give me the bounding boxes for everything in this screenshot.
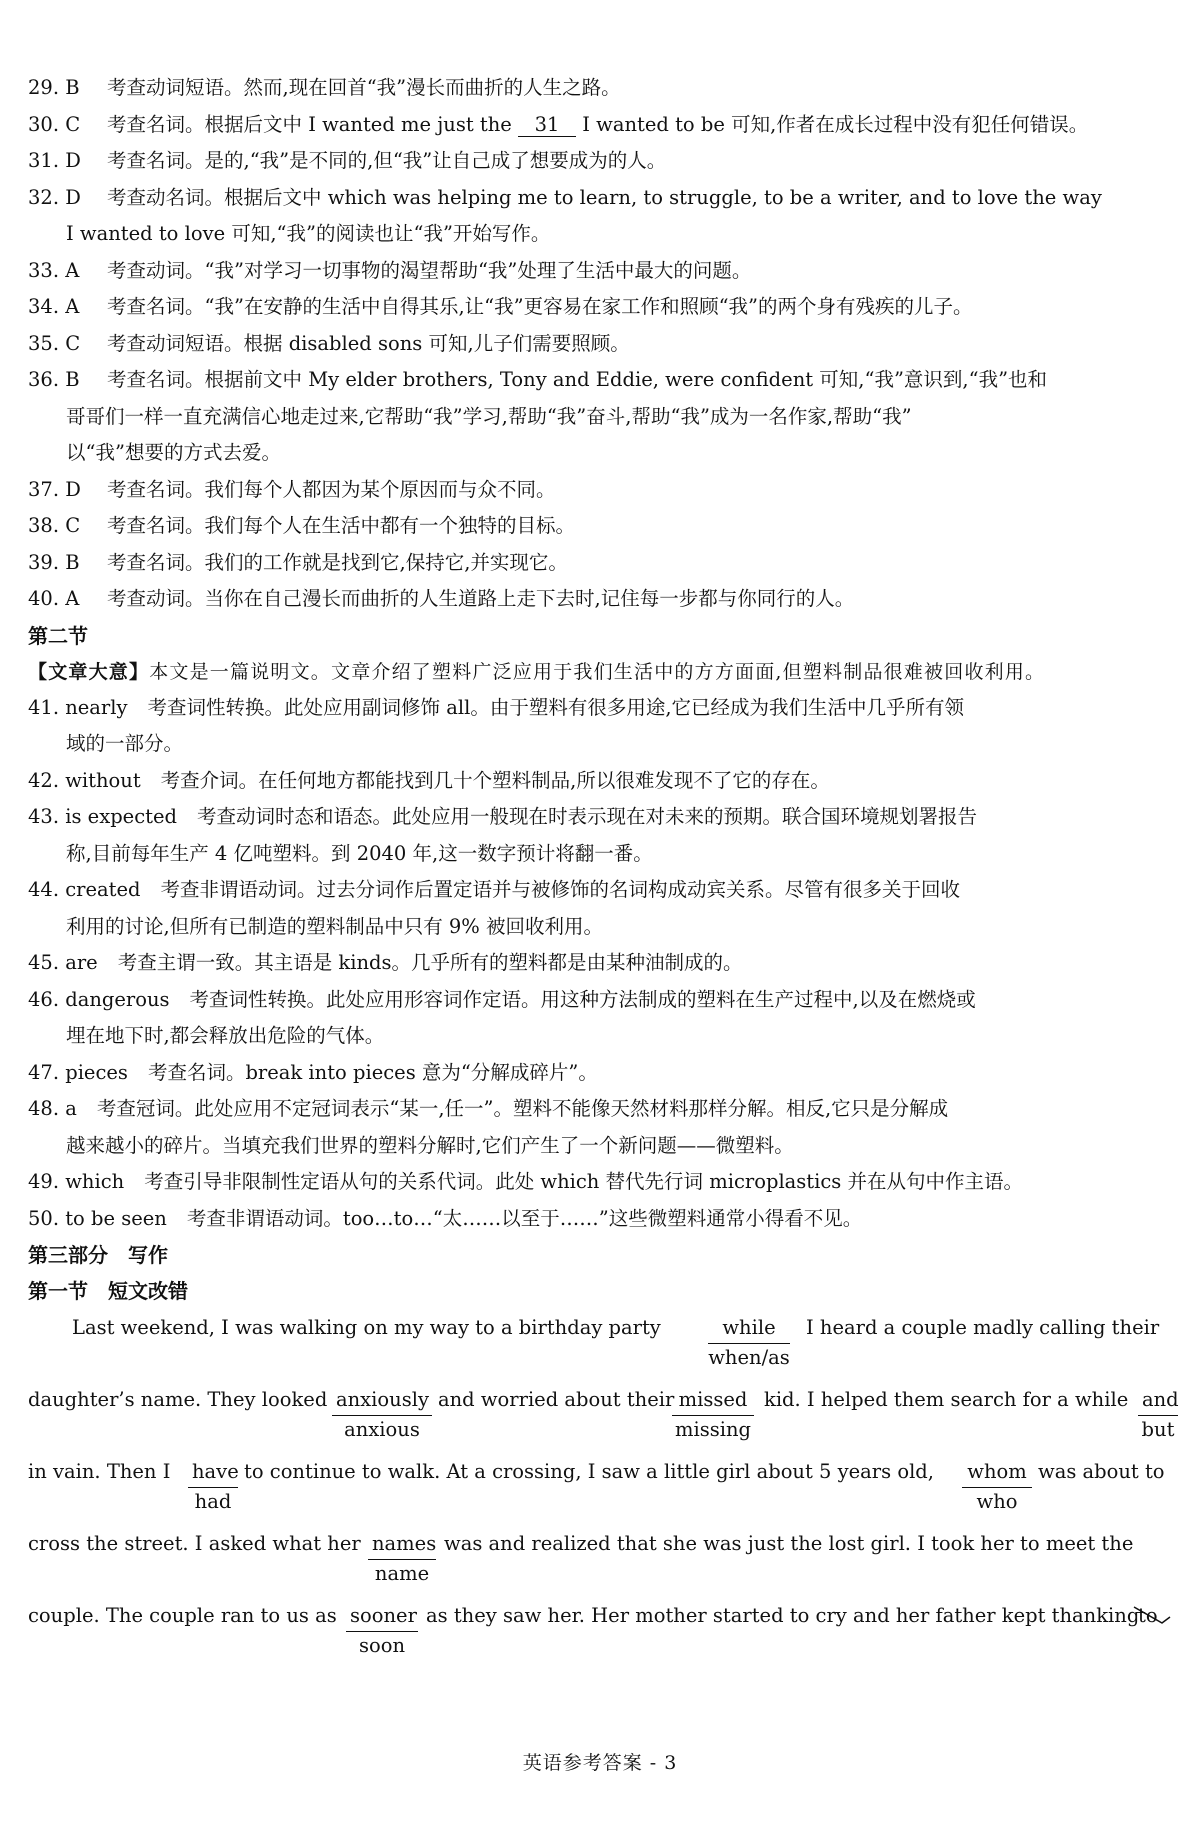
answer-text: 考查名词。“我”在安静的生活中自得其乐,让“我”更容易在家工作和照顾“我”的两个身有残疾的儿子。 (107, 295, 973, 318)
section-heading: 第二节 (28, 623, 88, 648)
passage-text: daughter’s name. They looked (28, 1388, 328, 1411)
answer-item (28, 763, 1176, 800)
deletion-mark (1138, 1601, 1158, 1631)
strikethrough-icon (1132, 1603, 1172, 1629)
answer-text: 考查动词短语。然而,现在回首“我”漫长而曲折的人生之路。 (107, 76, 621, 99)
passage-text: I heard a couple madly calling their (806, 1316, 1160, 1339)
passage-text: and worried about their (438, 1388, 675, 1411)
original-word: names (368, 1529, 436, 1560)
original-word: whom (962, 1457, 1032, 1488)
answer-text-cont: 以“我”想要的方式去爱。 (66, 441, 281, 464)
corrected-word: missing (674, 1418, 752, 1441)
answer-item (28, 799, 1176, 836)
answer-number: 35. C (28, 331, 81, 355)
answer-text: 考查非谓语动词。too…to…“太……以至于……”这些微塑料通常小得看不见。 (186, 1206, 863, 1230)
answer-continuation (28, 909, 1176, 946)
original-word: sooner (346, 1601, 418, 1632)
passage-text: couple. The couple ran to us as (28, 1604, 337, 1627)
answer-word: 44. created (28, 878, 141, 901)
answer-text: 考查引导非限制性定语从句的关系代词。此处 which 替代先行词 microplastics 并在从句中作主语。 (144, 1170, 1024, 1193)
answer-text: 考查非谓语动词。过去分词作后置定语并与被修饰的名词构成动宾关系。尽管有很多关于回收 (160, 878, 960, 901)
answer-word: 42. without (28, 768, 141, 792)
answer-text: 考查名词。我们每个人都因为某个原因而与众不同。 (107, 477, 556, 501)
answer-item (28, 70, 1176, 107)
answer-item (28, 107, 1176, 144)
answer-text (107, 107, 1088, 144)
answer-number: 32. D (28, 185, 81, 209)
passage-text: cross the street. I asked what her (28, 1532, 361, 1555)
answer-continuation (28, 1128, 1176, 1165)
passage-text: kid. I helped them search for a while (764, 1388, 1129, 1411)
answer-text: 考查冠词。此处应用不定冠词表示“某一,任一”。塑料不能像天然材料那样分解。相反,它只是分解成 (96, 1097, 949, 1120)
passage-line (28, 1313, 1176, 1385)
original-word: anxiously (332, 1385, 432, 1416)
answer-item (28, 180, 1176, 217)
answer-text: 考查名词。根据前文中 My elder brothers, Tony and Eddie, were confident 可知,“我”意识到,“我”也和 (107, 368, 1048, 391)
answer-word: 48. a (28, 1097, 77, 1120)
answer-text: 考查动名词。根据后文中 which was helping me to learn, to struggle, to be a writer, and to love the way (107, 185, 1102, 209)
corrected-word: when/as (708, 1346, 790, 1369)
answer-item (28, 143, 1176, 180)
corrected-word: soon (358, 1634, 406, 1657)
answers-part2 (28, 690, 1176, 1238)
answer-continuation (28, 1018, 1176, 1055)
part-heading: 第三部分 写作 (28, 1243, 168, 1267)
answer-number: 31. D (28, 149, 81, 172)
answer-continuation (28, 726, 1176, 763)
answer-item (28, 362, 1176, 399)
summary-label: 【文章大意】 (28, 660, 150, 683)
answer-text: 考查介词。在任何地方都能找到几十个塑料制品,所以很难发现不了它的存在。 (160, 768, 830, 792)
answer-page (28, 70, 1179, 1673)
passage-text: Last weekend, I was walking on my way to a birthday party (72, 1316, 661, 1339)
answer-number: 39. B (28, 550, 80, 574)
corrected-word: who (976, 1490, 1018, 1513)
answer-item (28, 1164, 1176, 1201)
answer-item (28, 326, 1176, 363)
answer-item (28, 1055, 1176, 1092)
original-word: and (1138, 1385, 1178, 1416)
answer-word: 46. dangerous (28, 987, 170, 1011)
error-correction-passage (28, 1313, 1179, 1673)
answer-continuation (28, 435, 1176, 472)
section-heading: 第一节 短文改错 (28, 1279, 188, 1303)
answer-continuation (28, 399, 1176, 436)
answer-text-cont: 域的一部分。 (66, 732, 184, 755)
answer-word: 50. to be seen (28, 1206, 167, 1230)
answer-text: 考查主谓一致。其主语是 kinds。几乎所有的塑料都是由某种油制成的。 (117, 951, 743, 974)
answer-number: 37. D (28, 477, 81, 501)
answer-word: 45. are (28, 951, 98, 974)
passage-text: was about to (1038, 1460, 1165, 1483)
answer-item (28, 690, 1176, 727)
answer-continuation (28, 216, 1176, 253)
blank-number: 31 (518, 114, 576, 137)
passage-line (28, 1529, 1176, 1601)
answer-text-cont: 哥哥们一样一直充满信心地走过来,它帮助“我”学习,帮助“我”奋斗,帮助“我”成为一名作家,帮助“我” (66, 404, 912, 428)
passage-text: to continue to walk. At a crossing, I saw a little girl about 5 years old, (244, 1460, 934, 1483)
correction-mark (1138, 1385, 1178, 1444)
answer-text-cont: 越来越小的碎片。当填充我们世界的塑料分解时,它们产生了一个新问题——微塑料。 (66, 1133, 794, 1157)
answer-text: 考查动词。当你在自己漫长而曲折的人生道路上走下去时,记住每一步都与你同行的人。 (107, 587, 855, 610)
passage-line (28, 1385, 1179, 1457)
answer-text-cont: I wanted to love 可知,“我”的阅读也让“我”开始写作。 (66, 222, 551, 245)
answers-part1 (28, 70, 1176, 618)
corrected-word: name (374, 1562, 430, 1585)
article-summary (28, 654, 1176, 690)
answer-text: 考查名词。我们的工作就是找到它,保持它,并实现它。 (107, 550, 568, 574)
passage-line (28, 1457, 1176, 1529)
answer-text: 考查动词时态和语态。此处应用一般现在时表示现在对未来的预期。联合国环境规划署报告 (197, 805, 978, 828)
original-word: have (188, 1457, 238, 1488)
answer-item (28, 1091, 1176, 1128)
answer-text: 考查名词。break into pieces 意为“分解成碎片”。 (147, 1060, 598, 1084)
passage-line (28, 1601, 1176, 1673)
original-word: missed (672, 1385, 754, 1416)
answer-item (28, 472, 1176, 509)
correction-mark (368, 1529, 436, 1588)
answer-item (28, 508, 1176, 545)
answer-text-before: 考查名词。根据后文中 I wanted me just the (107, 112, 519, 136)
answer-word: 49. which (28, 1170, 125, 1193)
corrected-word: anxious (344, 1418, 420, 1441)
correction-mark (332, 1385, 432, 1444)
answer-continuation (28, 836, 1176, 873)
answer-number: 34. A (28, 295, 80, 318)
passage-text: as they saw her. Her mother started to cry and her father kept thanking (426, 1604, 1140, 1627)
corrected-word: but (1141, 1418, 1175, 1441)
answer-text: 考查动词。“我”对学习一切事物的渴望帮助“我”处理了生活中最大的问题。 (107, 258, 752, 282)
answer-text-cont: 利用的讨论,但所有已制造的塑料制品中只有 9% 被回收利用。 (66, 914, 604, 938)
answer-text: 考查动词短语。根据 disabled sons 可知,儿子们需要照顾。 (107, 331, 630, 355)
answer-item (28, 945, 1176, 982)
passage-text: was and realized that she was just the lost girl. I took her to meet the (444, 1532, 1134, 1555)
answer-text-cont: 埋在地下时,都会释放出危险的气体。 (66, 1024, 385, 1047)
answer-item (28, 1201, 1176, 1238)
answer-text-after: I wanted to be 可知,作者在成长过程中没有犯任何错误。 (576, 112, 1089, 136)
answer-text: 考查词性转换。此处应用形容词作定语。用这种方法制成的塑料在生产过程中,以及在燃烧或 (189, 987, 976, 1011)
answer-number: 30. C (28, 112, 81, 136)
answer-word: 41. nearly (28, 695, 128, 719)
answer-number: 40. A (28, 587, 80, 610)
correction-mark (188, 1457, 238, 1516)
deleted-word: to (1138, 1604, 1158, 1627)
answer-item (28, 289, 1176, 326)
answer-text: 考查名词。是的,“我”是不同的,但“我”让自己成了想要成为的人。 (107, 149, 667, 172)
answer-word: 43. is expected (28, 805, 177, 828)
answer-number: 33. A (28, 258, 80, 282)
summary-text: 本文是一篇说明文。文章介绍了塑料广泛应用于我们生活中的方方面面,但塑料制品很难被回收利用。 (149, 660, 1046, 683)
correction-mark (708, 1313, 790, 1372)
answer-text: 考查词性转换。此处应用副词修饰 all。由于塑料有很多用途,它已经成为我们生活中几乎所有领 (147, 695, 965, 719)
answer-number: 38. C (28, 514, 81, 537)
corrected-word: had (194, 1490, 232, 1513)
answer-item (28, 872, 1176, 909)
answer-item (28, 581, 1176, 618)
answer-text-cont: 称,目前每年生产 4 亿吨塑料。到 2040 年,这一数字预计将翻一番。 (66, 841, 653, 865)
answer-item (28, 545, 1176, 582)
correction-mark (672, 1385, 754, 1444)
answer-text: 考查名词。我们每个人在生活中都有一个独特的目标。 (107, 514, 576, 537)
passage-text: in vain. Then I (28, 1460, 171, 1483)
correction-mark (962, 1457, 1032, 1516)
answer-word: 47. pieces (28, 1060, 128, 1084)
correction-mark (346, 1601, 418, 1660)
answer-number: 36. B (28, 368, 80, 391)
page-footer: 英语参考答案 - 3 (522, 1752, 678, 1774)
answer-item (28, 253, 1176, 290)
answer-number: 29. B (28, 76, 80, 99)
answer-item (28, 982, 1176, 1019)
original-word: while (708, 1313, 790, 1344)
